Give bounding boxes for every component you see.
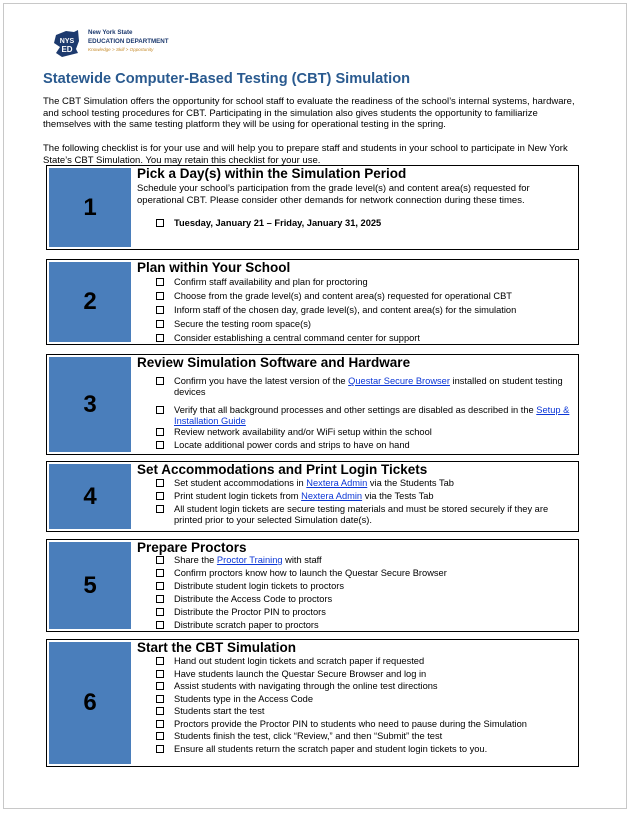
checklist-item: Students finish the test, click “Review,” and then “Submit” the test [156, 731, 574, 742]
checkbox[interactable] [156, 306, 164, 314]
step-4-box [46, 461, 579, 532]
checkbox[interactable] [156, 219, 164, 227]
questar-secure-browser-link[interactable]: Questar Secure Browser [348, 376, 450, 386]
checkbox[interactable] [156, 441, 164, 449]
checkbox[interactable] [156, 682, 164, 690]
nys-map-icon [52, 27, 86, 61]
checkbox[interactable] [156, 406, 164, 414]
checklist-item: Have students launch the Questar Secure Browser and log in [156, 669, 574, 680]
checklist-item: Proctors provide the Proctor PIN to students who need to pause during the Simulation [156, 719, 574, 730]
step-description: Schedule your school’s participation from the grade level(s) and content area(s) requested for operational CBT. Please consider other demands for network connection during these times. [137, 183, 530, 206]
step-6-box [46, 639, 579, 767]
checklist-item: Distribute scratch paper to proctors [156, 620, 574, 631]
proctor-training-link[interactable]: Proctor Training [216, 555, 283, 565]
checklist-item: Confirm you have the latest version of the Questar Secure Browser installed on student testing devices [156, 376, 574, 398]
checkbox[interactable] [156, 621, 164, 629]
checklist-item: Set student accommodations in Nextera Admin via the Students Tab [156, 478, 574, 489]
checkbox[interactable] [156, 320, 164, 328]
checklist-item: Students start the test [156, 706, 574, 717]
checklist-item: Inform staff of the chosen day, grade level(s), and content area(s) for the simulation [156, 305, 574, 316]
svg-text:NYS: NYS [59, 38, 75, 45]
step-number: 1 [49, 168, 131, 247]
checklist-item: Confirm staff availability and plan for proctoring [156, 277, 574, 288]
checklist-item: Share the Proctor Training with staff [156, 555, 574, 566]
step-number: 4 [49, 464, 131, 529]
checkbox[interactable] [156, 334, 164, 342]
logo-line-1: New York State [88, 29, 133, 36]
checklist-item: Distribute student login tickets to proctors [156, 581, 574, 592]
checklist-intro-paragraph: The following checklist is for your use and will help you to prepare staff and students in your school to participate in New York State’s CBT Simulation. You may retain this checklist for your use. [43, 143, 568, 166]
step-title: Prepare Proctors [137, 540, 247, 555]
checklist-item: Review network availability and/or WiFi setup within the school [156, 427, 574, 438]
checkbox[interactable] [156, 492, 164, 500]
step-title: Review Simulation Software and Hardware [137, 355, 411, 370]
checkbox[interactable] [156, 670, 164, 678]
checkbox[interactable] [156, 556, 164, 564]
checklist-item: Students type in the Access Code [156, 694, 574, 705]
checkbox[interactable] [156, 745, 164, 753]
checkbox[interactable] [156, 657, 164, 665]
checklist-item: Assist students with navigating through the online test directions [156, 681, 574, 692]
checkbox[interactable] [156, 720, 164, 728]
checkbox[interactable] [156, 732, 164, 740]
step-title: Start the CBT Simulation [137, 640, 297, 655]
page-title: Statewide Computer-Based Testing (CBT) Simulation [43, 71, 411, 87]
checkbox[interactable] [156, 278, 164, 286]
checkbox[interactable] [156, 428, 164, 436]
nextera-admin-link[interactable]: Nextera Admin [306, 478, 368, 488]
checklist-item: Tuesday, January 21 – Friday, January 31, 2025 [156, 218, 574, 229]
checklist-item: Print student login tickets from Nextera Admin via the Tests Tab [156, 491, 574, 502]
checklist-item: Secure the testing room space(s) [156, 319, 574, 330]
checkbox[interactable] [156, 569, 164, 577]
step-title: Pick a Day(s) within the Simulation Period [137, 166, 407, 181]
logo-tagline: Knowledge > Skill > Opportunity [88, 47, 154, 52]
checklist-item: Distribute the Access Code to proctors [156, 594, 574, 605]
svg-text:ED: ED [61, 45, 73, 54]
checklist-item: Hand out student login tickets and scratch paper if requested [156, 656, 574, 667]
checkbox[interactable] [156, 377, 164, 385]
checklist-item: Verify that all background processes and other settings are disabled as described in the Setup & Installation Guide [156, 405, 574, 427]
step-number: 6 [49, 642, 131, 764]
checklist-item: Consider establishing a central command center for support [156, 333, 574, 344]
checkbox[interactable] [156, 479, 164, 487]
checklist-item: All student login tickets are secure testing materials and must be stored securely if they are printed prior to your selected Simulation date(s). [156, 504, 574, 526]
step-title: Set Accommodations and Print Login Tickets [137, 462, 428, 477]
step-3-box [46, 354, 579, 455]
checklist-item: Choose from the grade level(s) and content area(s) requested for operational CBT [156, 291, 574, 302]
step-5-box [46, 539, 579, 632]
checkbox[interactable] [156, 695, 164, 703]
step-1-box [46, 165, 579, 250]
checklist-item: Confirm proctors know how to launch the Questar Secure Browser [156, 568, 574, 579]
step-title: Plan within Your School [137, 260, 291, 275]
checkbox[interactable] [156, 292, 164, 300]
checkbox[interactable] [156, 608, 164, 616]
checkbox[interactable] [156, 505, 164, 513]
checkbox[interactable] [156, 707, 164, 715]
checklist-item: Distribute the Proctor PIN to proctors [156, 607, 574, 618]
checkbox[interactable] [156, 595, 164, 603]
checklist-item: Locate additional power cords and strips to have on hand [156, 440, 574, 451]
checkbox[interactable] [156, 582, 164, 590]
step-number: 3 [49, 357, 131, 452]
step-number: 5 [49, 542, 131, 629]
intro-paragraph: The CBT Simulation offers the opportunity for school staff to evaluate the readiness of the school’s internal systems, hardware, and school testing procedures for CBT. Participating in the simulation also gives students the opportunity to familiarize themselves with the same testing platform they will be using for operational testing in the spring. [43, 96, 575, 130]
setup-installation-guide-link[interactable]: Setup & Installation Guide [174, 405, 570, 426]
step-2-box [46, 259, 579, 345]
nysed-logo [52, 27, 182, 63]
nextera-admin-link[interactable]: Nextera Admin [301, 491, 363, 501]
logo-line-2: EDUCATION DEPARTMENT [88, 38, 169, 45]
checklist-item: Ensure all students return the scratch paper and student login tickets to you. [156, 744, 574, 755]
step-number: 2 [49, 262, 131, 342]
